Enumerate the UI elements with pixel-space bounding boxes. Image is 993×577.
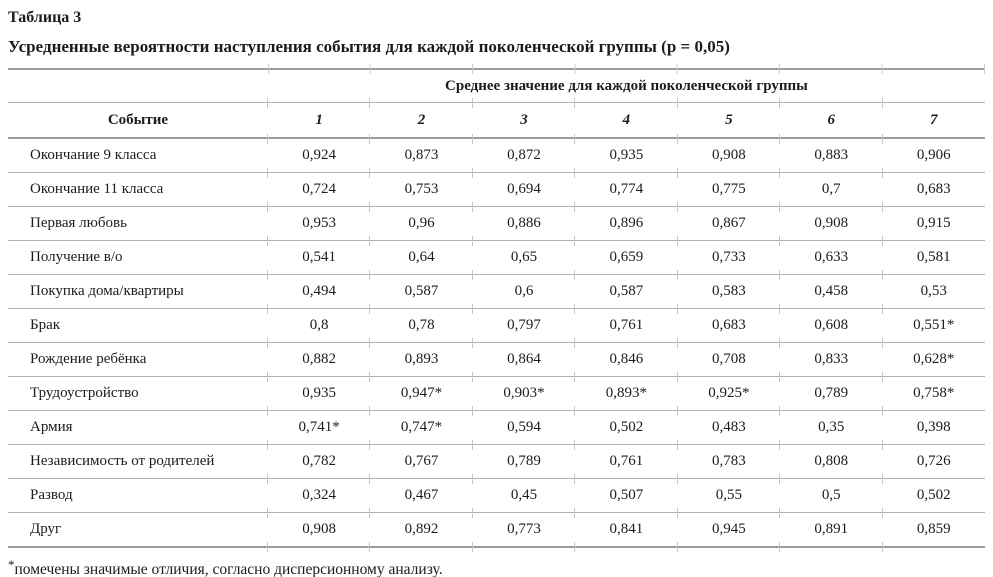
value-cell: 0,64: [370, 241, 472, 275]
value-cell: 0,741*: [268, 411, 370, 445]
value-cell: 0,846: [575, 343, 677, 377]
value-cell: 0,761: [575, 445, 677, 479]
value-cell: 0,915: [883, 207, 985, 241]
value-cell: 0,783: [678, 445, 780, 479]
value-cell: 0,55: [678, 479, 780, 513]
value-cell: 0,587: [370, 275, 472, 309]
value-cell: 0,774: [575, 173, 677, 207]
value-cell: 0,906: [883, 138, 985, 173]
value-cell: 0,908: [268, 513, 370, 548]
probabilities-table: [8, 68, 985, 548]
value-cell: 0,893: [370, 343, 472, 377]
event-cell: Брак: [8, 309, 268, 343]
value-cell: 0,724: [268, 173, 370, 207]
event-cell: Развод: [8, 479, 268, 513]
group-header-1: 1: [268, 103, 370, 139]
value-cell: 0,864: [473, 343, 575, 377]
footnote-text: помечены значимые отличия, согласно дисперсионному анализу.: [14, 561, 443, 577]
table-row: [8, 377, 985, 411]
table-caption: Усредненные вероятности наступления события для каждой поколенческой группы (p = 0,05): [8, 37, 730, 57]
value-cell: 0,551*: [883, 309, 985, 343]
event-cell: Окончание 9 класса: [8, 138, 268, 173]
event-cell: Трудоустройство: [8, 377, 268, 411]
value-cell: 0,581: [883, 241, 985, 275]
value-cell: 0,683: [883, 173, 985, 207]
table-row: [8, 445, 985, 479]
value-cell: 0,893*: [575, 377, 677, 411]
value-cell: 0,867: [678, 207, 780, 241]
event-cell: Окончание 11 класса: [8, 173, 268, 207]
table-row: [8, 309, 985, 343]
value-cell: 0,775: [678, 173, 780, 207]
group-header-3: 3: [473, 103, 575, 139]
value-cell: 0,726: [883, 445, 985, 479]
value-cell: 0,324: [268, 479, 370, 513]
value-cell: 0,767: [370, 445, 472, 479]
footnote-marker: *: [8, 557, 15, 573]
footnote: [8, 557, 985, 577]
value-cell: 0,694: [473, 173, 575, 207]
value-cell: 0,583: [678, 275, 780, 309]
value-cell: 0,587: [575, 275, 677, 309]
table-row: [8, 513, 985, 548]
event-cell: Первая любовь: [8, 207, 268, 241]
value-cell: 0,882: [268, 343, 370, 377]
value-cell: 0,886: [473, 207, 575, 241]
value-cell: 0,53: [883, 275, 985, 309]
value-cell: 0,873: [370, 138, 472, 173]
corner-cell: [8, 69, 268, 103]
value-cell: 0,7: [780, 173, 882, 207]
value-cell: 0,608: [780, 309, 882, 343]
value-cell: 0,773: [473, 513, 575, 548]
value-cell: 0,733: [678, 241, 780, 275]
value-cell: 0,883: [780, 138, 882, 173]
value-cell: 0,507: [575, 479, 677, 513]
group-header-6: 6: [780, 103, 882, 139]
value-cell: 0,789: [473, 445, 575, 479]
value-cell: 0,502: [883, 479, 985, 513]
event-cell: Покупка дома/квартиры: [8, 275, 268, 309]
value-cell: 0,594: [473, 411, 575, 445]
value-cell: 0,758*: [883, 377, 985, 411]
value-cell: 0,5: [780, 479, 882, 513]
value-cell: 0,935: [575, 138, 677, 173]
value-cell: 0,78: [370, 309, 472, 343]
table-row: [8, 275, 985, 309]
value-cell: 0,945: [678, 513, 780, 548]
value-cell: 0,35: [780, 411, 882, 445]
value-cell: 0,833: [780, 343, 882, 377]
value-cell: 0,872: [473, 138, 575, 173]
value-cell: 0,924: [268, 138, 370, 173]
value-cell: 0,458: [780, 275, 882, 309]
value-cell: 0,8: [268, 309, 370, 343]
table-row: [8, 411, 985, 445]
event-cell: Друг: [8, 513, 268, 548]
group-header-5: 5: [678, 103, 780, 139]
value-cell: 0,6: [473, 275, 575, 309]
group-header-2: 2: [370, 103, 472, 139]
value-cell: 0,841: [575, 513, 677, 548]
event-column-header: Событие: [8, 103, 268, 139]
value-cell: 0,65: [473, 241, 575, 275]
value-cell: 0,659: [575, 241, 677, 275]
value-cell: 0,483: [678, 411, 780, 445]
table-row: [8, 343, 985, 377]
value-cell: 0,892: [370, 513, 472, 548]
table-row: [8, 479, 985, 513]
span-header-row: [8, 69, 985, 103]
value-cell: 0,935: [268, 377, 370, 411]
value-cell: 0,789: [780, 377, 882, 411]
value-cell: 0,947*: [370, 377, 472, 411]
value-cell: 0,891: [780, 513, 882, 548]
value-cell: 0,896: [575, 207, 677, 241]
value-cell: 0,633: [780, 241, 882, 275]
group-header-4: 4: [575, 103, 677, 139]
value-cell: 0,45: [473, 479, 575, 513]
event-cell: Независимость от родителей: [8, 445, 268, 479]
table-row: [8, 207, 985, 241]
value-cell: 0,761: [575, 309, 677, 343]
value-cell: 0,747*: [370, 411, 472, 445]
value-cell: 0,797: [473, 309, 575, 343]
column-header-row: [8, 103, 985, 139]
table-head: [8, 69, 985, 138]
value-cell: 0,808: [780, 445, 882, 479]
value-cell: 0,903*: [473, 377, 575, 411]
value-cell: 0,953: [268, 207, 370, 241]
table-body: [8, 138, 985, 547]
event-cell: Рождение ребёнка: [8, 343, 268, 377]
value-cell: 0,467: [370, 479, 472, 513]
span-header: Среднее значение для каждой поколенческой группы: [268, 69, 985, 103]
table-row: [8, 241, 985, 275]
table-number-label: Таблица 3: [8, 9, 82, 26]
value-cell: 0,628*: [883, 343, 985, 377]
value-cell: 0,753: [370, 173, 472, 207]
value-cell: 0,908: [678, 138, 780, 173]
table-row: [8, 138, 985, 173]
value-cell: 0,708: [678, 343, 780, 377]
value-cell: 0,541: [268, 241, 370, 275]
value-cell: 0,782: [268, 445, 370, 479]
value-cell: 0,398: [883, 411, 985, 445]
value-cell: 0,859: [883, 513, 985, 548]
value-cell: 0,502: [575, 411, 677, 445]
event-cell: Получение в/о: [8, 241, 268, 275]
value-cell: 0,494: [268, 275, 370, 309]
event-cell: Армия: [8, 411, 268, 445]
value-cell: 0,96: [370, 207, 472, 241]
group-header-7: 7: [883, 103, 985, 139]
table-row: [8, 173, 985, 207]
value-cell: 0,683: [678, 309, 780, 343]
value-cell: 0,925*: [678, 377, 780, 411]
value-cell: 0,908: [780, 207, 882, 241]
